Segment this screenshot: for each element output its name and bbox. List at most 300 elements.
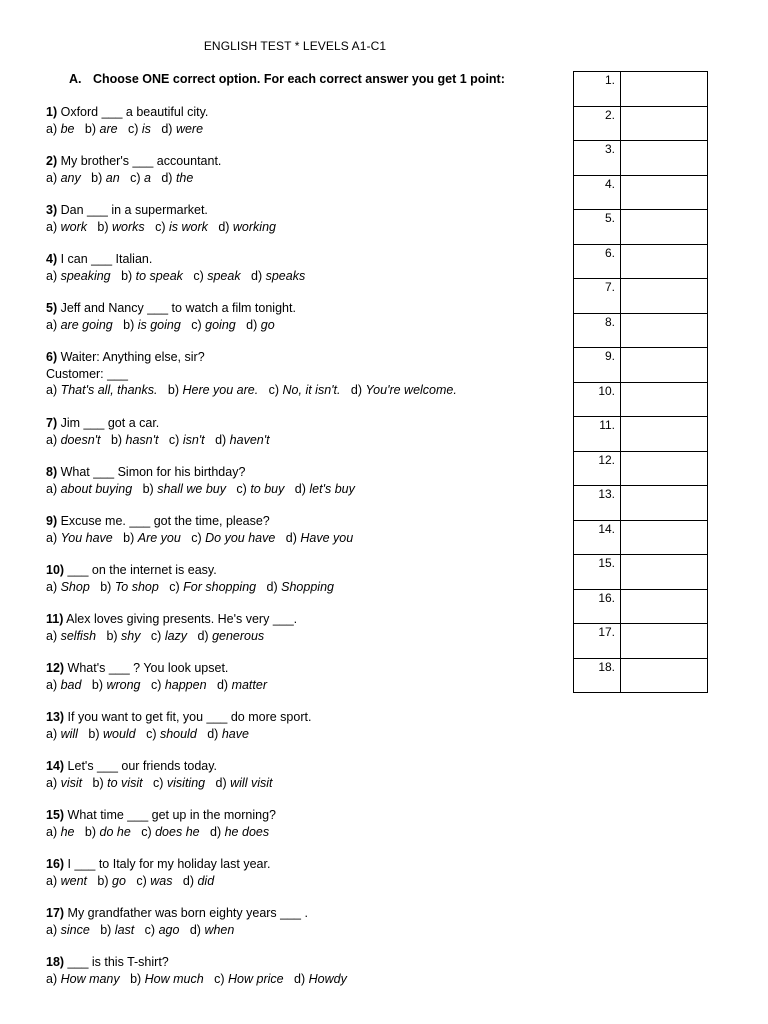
answer-number: 13. [598,487,615,501]
option-text: is going [137,317,181,332]
answer-row-18 [574,658,708,693]
answer-box[interactable] [621,141,708,176]
answer-options [46,677,267,694]
option-b [97,874,126,888]
answer-number: 14. [598,521,615,536]
option-letter: b) [130,971,145,986]
option-letter: a) [46,922,61,937]
answer-number-cell [574,348,621,383]
option-c [193,269,240,283]
option-text: were [175,121,204,136]
answer-number-cell [574,624,621,659]
answer-row-16 [574,589,708,624]
option-letter: d) [266,579,282,594]
option-letter: b) [123,317,138,332]
answer-number-cell [574,658,621,693]
question-number: 1) [46,105,58,119]
option-d [295,482,355,496]
option-text: How many [60,971,120,986]
answer-number: 2. [604,107,615,122]
answer-box[interactable] [621,348,708,383]
option-letter: c) [168,432,183,447]
option-letter: c) [191,530,206,545]
option-letter: c) [155,219,169,234]
question-15 [46,807,276,840]
question-number: 10) [46,563,65,577]
question-stem [46,954,347,971]
option-d [286,531,353,545]
option-text: is [141,121,151,136]
answer-options [46,873,270,890]
option-text: would [102,726,136,741]
option-c [155,220,208,234]
option-a [46,482,132,496]
option-c [214,972,283,986]
option-text: Do you have [205,530,276,545]
answer-number: 10. [598,383,615,398]
answer-box[interactable] [621,106,708,141]
option-text: last [114,922,135,937]
option-text: should [159,726,197,741]
option-b [85,122,118,136]
option-c [128,122,151,136]
answer-box[interactable] [621,279,708,314]
option-letter: b) [100,922,115,937]
question-16 [46,856,270,889]
option-text: Are you [137,530,181,545]
option-letter: b) [88,726,103,741]
option-letter: d) [246,317,261,332]
question-6 [46,349,457,399]
option-text: haven't [229,432,270,447]
option-text: visiting [166,775,206,790]
answer-row-6 [574,244,708,279]
option-letter: c) [169,579,184,594]
option-text: speaks [265,268,306,283]
answer-box[interactable] [621,486,708,521]
question-text: Oxford ___ a beautiful city. [57,105,209,119]
answer-number-cell [574,520,621,555]
option-letter: b) [167,383,183,397]
option-a [46,580,90,594]
option-text: will visit [230,775,273,790]
option-letter: b) [142,481,158,496]
option-d [294,972,347,986]
option-a [46,972,120,986]
option-b [123,531,181,545]
option-text: he does [224,824,270,839]
answer-number: 3. [604,142,615,156]
option-letter: b) [121,268,136,283]
question-5 [46,300,296,333]
instruction-text: Choose ONE correct option. For each correct answer you get 1 point: [93,72,505,86]
option-text: is work [168,219,208,234]
question-text: If you want to get fit, you ___ do more sport. [64,710,312,724]
option-letter: b) [84,121,100,136]
question-text: My grandfather was born eighty years ___ . [64,906,308,920]
question-9 [46,513,353,546]
question-number: 5) [46,301,58,315]
question-number: 4) [46,252,58,266]
answer-options [46,971,347,988]
option-letter: c) [146,726,160,741]
question-number: 17) [46,906,65,920]
option-text: You're welcome. [365,383,457,397]
option-c [145,923,180,937]
answer-number-cell [574,451,621,486]
option-text: work [60,219,87,234]
question-7 [46,415,270,448]
option-letter: b) [92,775,108,790]
answer-box[interactable] [621,72,708,107]
option-letter: b) [100,579,115,594]
option-b [106,629,140,643]
option-letter: c) [136,873,151,888]
answer-row-10 [574,382,708,417]
answer-options [46,432,270,449]
question-17 [46,905,308,938]
question-4 [46,251,305,284]
option-text: since [60,922,90,937]
option-text: be [60,121,75,136]
question-stem [46,807,276,824]
question-number: 13) [46,710,65,724]
option-a [46,825,75,839]
answer-number-cell [574,279,621,314]
option-a [46,629,96,643]
option-text: That's all, thanks. [60,383,158,397]
answer-row-5 [574,210,708,245]
option-text: go [112,873,126,888]
option-b [92,678,141,692]
option-text: does he [155,824,200,839]
question-2 [46,153,221,186]
question-text: Jeff and Nancy ___ to watch a film tonight. [57,301,296,315]
option-c [130,171,151,185]
option-letter: d) [189,922,205,937]
question-stem [46,660,267,677]
option-text: visit [60,775,83,790]
option-b [143,482,226,496]
answer-options [46,219,276,236]
question-text: I ___ to Italy for my holiday last year. [64,857,271,871]
answer-number: 17. [598,625,615,639]
option-b [111,433,159,447]
answer-row-13 [574,486,708,521]
answer-number: 1. [604,73,615,87]
answer-number: 11. [599,418,615,432]
option-letter: a) [46,628,61,643]
option-text: ago [158,922,180,937]
option-letter: c) [150,628,165,643]
option-text: How much [144,971,204,986]
question-stem [46,415,270,432]
option-letter: c) [268,383,283,397]
question-stem [46,513,353,530]
answer-box[interactable] [621,382,708,417]
option-b [100,580,159,594]
question-number: 14) [46,759,65,773]
question-text: ___ on the internet is easy. [64,563,217,577]
option-text: lazy [164,628,188,643]
answer-number: 16. [598,590,615,605]
answer-number-cell [574,210,621,245]
option-a [46,433,101,447]
option-d [215,433,270,447]
answer-number-cell [574,175,621,210]
option-text: any [60,170,81,185]
answer-number: 15. [598,556,615,570]
question-stem [46,104,208,121]
answer-number-cell [574,417,621,452]
option-text: generous [212,628,265,643]
answer-options [46,775,272,792]
option-d [251,269,305,283]
option-text: are [99,121,118,136]
option-text: Have you [300,530,354,545]
option-text: do he [99,824,131,839]
option-letter: d) [350,383,366,397]
test-title: ENGLISH TEST * LEVELS A1-C1 [203,39,387,53]
option-a [46,678,81,692]
question-stem [46,202,276,219]
option-b [97,220,144,234]
question-number: 7) [46,416,58,430]
option-text: did [197,873,215,888]
option-b [100,923,134,937]
option-c [136,874,172,888]
question-stem [46,562,334,579]
option-letter: a) [46,432,61,447]
option-letter: d) [216,677,232,692]
option-c [153,776,205,790]
answer-number-cell [574,72,621,107]
option-letter: b) [97,873,113,888]
question-stem [46,251,305,268]
option-text: hasn't [125,432,159,447]
option-letter: d) [210,824,225,839]
question-1 [46,104,208,137]
option-letter: d) [251,268,266,283]
question-text: What's ___ ? You look upset. [64,661,229,675]
answer-box[interactable] [621,555,708,590]
answer-box[interactable] [621,417,708,452]
option-d [183,874,214,888]
option-letter: d) [207,726,222,741]
option-letter: c) [236,481,251,496]
option-text: go [260,317,275,332]
option-c [141,825,199,839]
option-letter: b) [91,170,106,185]
option-letter: a) [46,775,61,790]
option-letter: b) [84,824,100,839]
answer-box[interactable] [621,624,708,659]
answer-options [46,726,311,743]
question-stem [46,611,297,628]
question-text: My brother's ___ accountant. [57,154,222,168]
answer-options [46,530,353,547]
option-letter: c) [193,268,208,283]
question-stem [46,905,308,922]
answer-row-7 [574,279,708,314]
option-letter: b) [106,628,122,643]
answer-row-3 [574,141,708,176]
option-letter: d) [161,121,176,136]
option-c [169,433,205,447]
answer-options [46,824,276,841]
answer-number: 7. [604,280,615,294]
option-text: a [143,170,151,185]
option-text: For shopping [183,579,257,594]
option-a [46,318,113,332]
question-stem [46,758,272,775]
option-b [123,318,181,332]
option-d [161,171,193,185]
answer-row-2 [574,106,708,141]
option-d [197,629,264,643]
question-number: 15) [46,808,65,822]
question-text: What time ___ get up in the morning? [64,808,277,822]
option-letter: b) [110,432,126,447]
option-a [46,874,87,888]
answer-box[interactable] [621,589,708,624]
option-b [121,269,183,283]
question-stem [46,856,270,873]
option-letter: c) [191,317,206,332]
question-8 [46,464,355,497]
answer-number-cell [574,589,621,624]
option-text: will [60,726,78,741]
option-text: matter [231,677,267,692]
option-text: to visit [107,775,143,790]
option-d [246,318,275,332]
option-text: was [150,873,173,888]
question-text: Dan ___ in a supermarket. [57,203,208,217]
option-text: he [60,824,75,839]
answer-number-cell [574,486,621,521]
question-text-continued: Customer: ___ [46,366,128,381]
question-number: 18) [46,955,65,969]
option-letter: a) [46,971,61,986]
answer-number-cell [574,382,621,417]
option-a [46,122,75,136]
option-letter: a) [46,268,61,283]
answer-number: 12. [598,452,615,467]
option-c [146,727,197,741]
option-text: doesn't [60,432,101,447]
question-text: ___ is this T-shirt? [64,955,169,969]
answer-table [573,71,708,693]
option-d [216,776,273,790]
answer-number: 5. [604,211,615,225]
answer-box[interactable] [621,210,708,245]
question-stem [46,349,457,366]
answer-options [46,317,296,334]
option-b [88,727,135,741]
option-c [191,531,275,545]
option-letter: b) [91,677,107,692]
option-letter: c) [130,170,144,185]
answer-options [46,579,334,596]
answer-options [46,922,308,939]
option-c [236,482,284,496]
option-d [207,727,249,741]
option-letter: c) [128,121,142,136]
option-c [169,580,256,594]
option-letter: c) [153,775,167,790]
option-text: wrong [106,677,141,692]
answer-row-12 [574,451,708,486]
option-a [46,531,113,545]
option-text: working [232,219,276,234]
option-a [46,776,82,790]
option-letter: d) [182,873,198,888]
question-18 [46,954,347,987]
option-letter: a) [46,726,61,741]
answer-box[interactable] [621,175,708,210]
answer-box[interactable] [621,658,708,693]
section-instruction [69,72,505,86]
option-text: shall we buy [157,481,226,496]
question-3 [46,202,276,235]
option-letter: d) [215,432,230,447]
option-letter: d) [294,971,309,986]
option-d [267,580,334,594]
answer-row-9 [574,348,708,383]
option-letter: a) [46,579,61,594]
option-text: How price [228,971,284,986]
answer-box[interactable] [621,520,708,555]
option-text: speak [207,268,241,283]
option-letter: c) [150,677,165,692]
answer-row-11 [574,417,708,452]
option-b [93,776,143,790]
question-number: 3) [46,203,58,217]
option-text: To shop [114,579,159,594]
question-13 [46,709,311,742]
answer-box[interactable] [621,244,708,279]
option-letter: a) [46,219,61,234]
option-text: went [60,873,87,888]
question-number: 8) [46,465,58,479]
answer-box[interactable] [621,451,708,486]
answer-box[interactable] [621,313,708,348]
answer-options [46,481,355,498]
option-a [46,220,87,234]
question-number: 2) [46,154,58,168]
answer-row-14 [574,520,708,555]
answer-row-1 [574,72,708,107]
option-letter: a) [46,383,61,397]
question-number: 9) [46,514,58,528]
answer-number-cell [574,244,621,279]
option-text: to buy [250,481,285,496]
option-letter: d) [215,775,231,790]
option-d [190,923,234,937]
question-text: I can ___ Italian. [57,252,153,266]
option-text: happen [164,677,207,692]
option-text: No, it isn't. [282,383,341,397]
answer-options [46,170,221,187]
option-letter: d) [218,219,233,234]
option-b [91,171,120,185]
option-letter: a) [46,317,61,332]
question-number: 16) [46,857,65,871]
option-b [130,972,204,986]
option-letter: a) [46,530,61,545]
option-d [218,220,276,234]
answer-row-8 [574,313,708,348]
